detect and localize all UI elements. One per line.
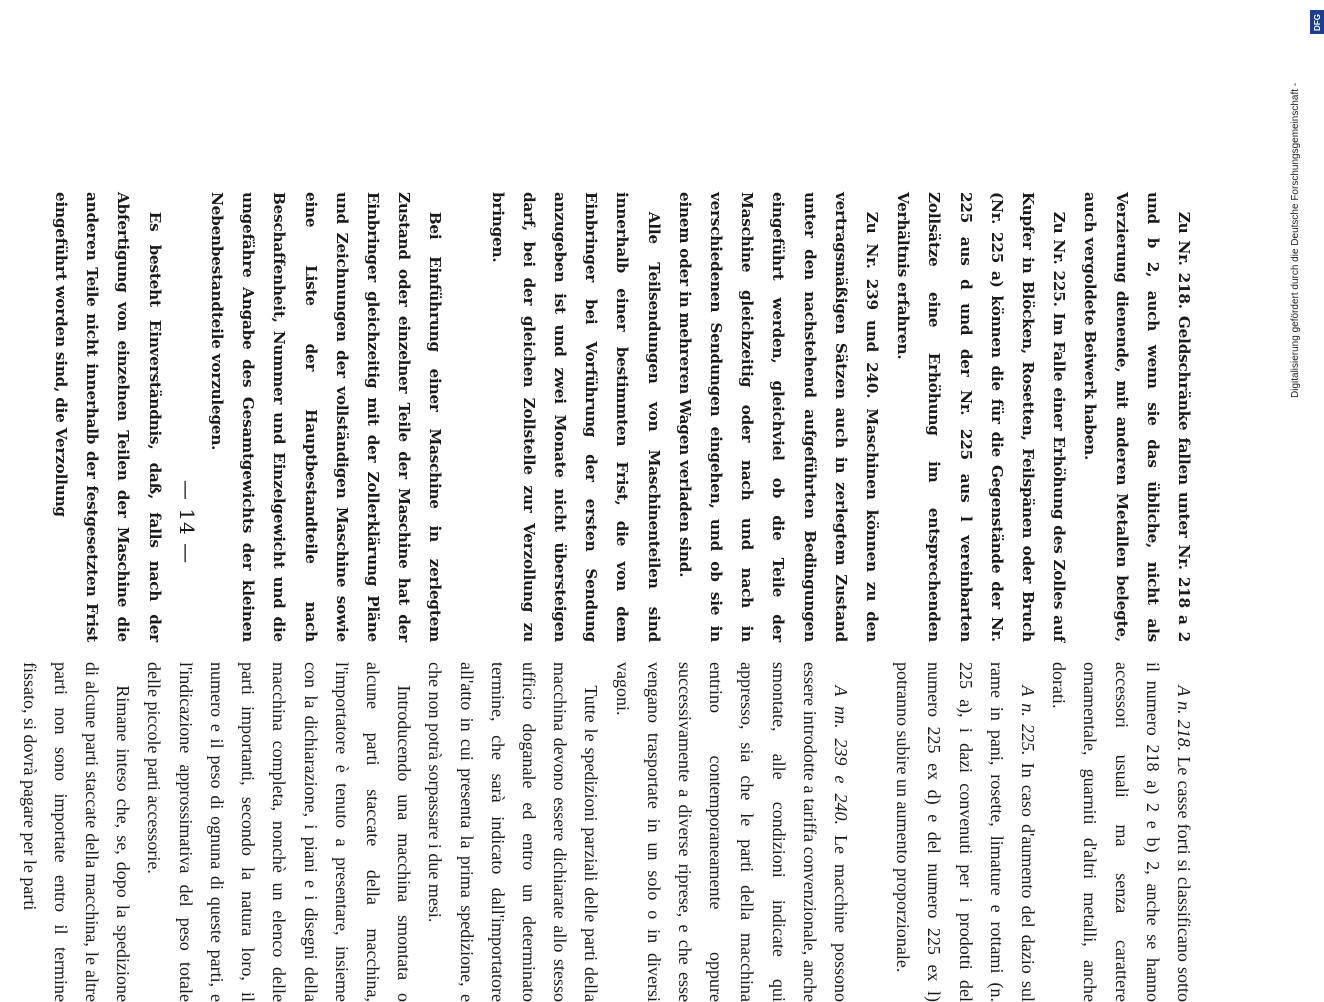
dfg-logo: DFG [1310,10,1324,34]
italian-body-225: In caso d'aumento del dazio sul rame in pani, rosette, limature e rottami (n. 225 a), i dazi convenuti per i prodotti del numero 225 ex d) e del numero 225 ex l) potranno subire un aumento proporzionale. [893,662,1038,1002]
italian-paragraph-225 [887,662,1043,1002]
german-paragraph-partial-shipments: Alle Teilsendungen von Maschinenteilen sind innerhalb einer bestimmten Frist, die von dem Einbringer bei Vorführung der ersten Sendung anzugeben ist und zwei Monate nicht übersteigen darf, bei der gleichen Zollstelle zur Verzollung zu bringen. [488,192,663,642]
italian-paragraph-239-240 [606,662,856,1002]
italian-paragraph-partial-shipments: Tutte le spedizioni parziali delle parti della macchina devono essere dichiarate allo stesso ufficio doganale ed entro un determinato termine, che sarà indicato dall'importatore all'atto in cui presenta la prima spedizione, e che non potrà sorpassare i due mesi. [425,662,602,1002]
italian-body-239-240: Le macchine possono essere introdotte a tariffa convenzionale, anche smontate, alle condizioni indicate qui appresso, sia che le parti della macchina entrino contemporaneamente oppure successivamente a diverse riprese, e che esse vengano trasportate in un solo o in diversi vagoni. [612,662,851,1002]
digitization-credit: Digitalisierung gefördert durch die Deutsche Forschungsgemeinschaft - [1290,82,1301,398]
italian-paragraph-import-plans: Introducendo una macchina smontata o alcune parti staccate della macchina, l'importatore è tenuto a presentare, insieme con la dichiarazione, i piani e i disegni della macchina completa, nonchè un elenco delle parti importanti, secondo la natura loro, il numero e il peso di ognuna di queste parti, e l'indicazione approssimativa del peso totale delle piccole parti accessorie. [144,662,415,1002]
page-number: — 14 — [175,479,199,565]
german-paragraph-239-240: Zu Nr. 239 und 240. Maschinen können zu den vertragsmäßigen Sätzen auch in zerlegtem Zustand unter den nachstehend aufgeführten Bedingungen eingeführt werden, gleichviel ob die Teile der Maschine gleichzeitig oder nach und nach in verschiedenen Sendungen eingehen, und ob sie in einem oder in mehreren Wagen verladen sind. [675,192,881,642]
italian-lead-239-240: A nn. 239 e 240. [830,685,851,826]
german-paragraph-import-plans: Bei Einführung einer Maschine in zerlegtem Zustand oder einzelner Teile der Maschine hat der Einbringer gleichzeitig mit der Zollerklärung Pläne und Zeichnungen der vollständigen Maschine sowie eine Liste der Hauptbestandteile nach Beschaffenheit, Nummer und Einzelgewicht und die ungefähre Angabe des Gesamtgewichts der kleinen Nebenbestandteile vorzulegen. [207,192,445,642]
german-paragraph-225: Zu Nr. 225. Im Falle einer Erhöhung des Zolles auf Kupfer in Blöcken, Rosetten, Feilspänen oder Bruch (Nr. 225 a) können die für die Gegenstände der Nr. 225 aus d und der Nr. 225 aus l vereinbarten Zollsätze eine Erhöhung im entsprechenden Verhältnis erfahren. [894,192,1069,642]
german-paragraph-agreement: Es besteht Einverständnis, daß, falls nach der Abfertigung von einzelnen Teilen der Maschine die anderen Teile nicht innerhalb der festgesetzten Frist eingeführt worden sind, die Verzollung [52,192,164,642]
italian-paragraph-218 [1043,662,1199,1002]
italian-body-218: Le casse forti si classificano sotto il numero 218 a) 2 e b) 2, anche se hanno accessori usuali ma senza carattere ornamentale, guarniti d'altri metalli, anche dorati. [1049,662,1194,1002]
italian-lead-218: A n. 218. [1174,685,1194,752]
german-paragraph-218: Zu Nr. 218. Geldschränke fallen unter Nr. 218 a 2 und b 2, auch wenn sie das übliche, nicht als Verzierung dienende, mit anderen Metallen belegte, auch vergoldete Beiwerk haben. [1081,192,1193,642]
german-text-column [52,192,1199,642]
italian-lead-225: A n. 225. [1017,685,1038,756]
italian-text-column [19,662,1199,1002]
italian-paragraph-agreement: Rimane inteso che, se, dopo la spedizione di alcune parti staccate della macchina, le altre parti non sono importate entro il termine fissato, si dovrà pagare per le parti [19,662,134,1002]
